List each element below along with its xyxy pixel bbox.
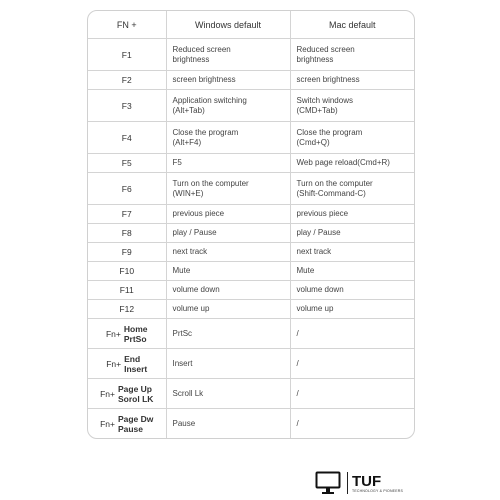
windows-text: Mute bbox=[172, 266, 191, 275]
windows-cell bbox=[166, 90, 290, 122]
fn-prefix: Fn+ bbox=[106, 358, 122, 369]
table-header-row bbox=[88, 11, 414, 39]
table-row bbox=[88, 300, 414, 319]
windows-text: brightness bbox=[172, 54, 210, 64]
windows-text: (WIN+E) bbox=[172, 188, 204, 198]
windows-text: F5 bbox=[172, 158, 182, 167]
windows-cell bbox=[166, 300, 290, 319]
table-row bbox=[88, 349, 414, 379]
fn-key-cell: F11 bbox=[88, 281, 166, 300]
windows-text: play / Pause bbox=[172, 228, 217, 237]
combo-key-line: Insert bbox=[124, 363, 148, 374]
mac-cell bbox=[290, 122, 414, 154]
logo-text bbox=[352, 474, 403, 493]
mac-text: Switch windows bbox=[296, 95, 353, 105]
mac-text: Mute bbox=[296, 266, 315, 275]
table-row bbox=[88, 71, 414, 90]
windows-cell: Scroll Lk bbox=[166, 379, 290, 409]
windows-text: (Alt+Tab) bbox=[172, 105, 205, 115]
mac-cell bbox=[290, 224, 414, 243]
windows-text: Turn on the computer bbox=[172, 178, 249, 188]
fn-key-cell: F5 bbox=[88, 154, 166, 173]
fn-key-cell: F10 bbox=[88, 262, 166, 281]
header-windows: Windows default bbox=[166, 11, 290, 39]
fn-combo bbox=[92, 384, 162, 404]
fn-key-cell: F6 bbox=[88, 173, 166, 205]
mac-text: Close the program bbox=[296, 127, 363, 137]
combo-key bbox=[118, 384, 153, 404]
fn-combo bbox=[92, 354, 162, 374]
mac-text: next track bbox=[296, 247, 332, 256]
fn-key-cell: F7 bbox=[88, 205, 166, 224]
windows-text: previous piece bbox=[172, 209, 225, 218]
mac-cell bbox=[290, 205, 414, 224]
mac-cell bbox=[290, 154, 414, 173]
windows-text: screen brightness bbox=[172, 75, 236, 84]
mac-text: Turn on the computer bbox=[296, 178, 373, 188]
table-row bbox=[88, 122, 414, 154]
fn-combo bbox=[92, 324, 162, 344]
mac-text: Reduced screen bbox=[296, 44, 355, 54]
combo-key-line: Page Up bbox=[117, 383, 152, 394]
mac-text: brightness bbox=[296, 54, 334, 64]
combo-key bbox=[118, 414, 153, 434]
windows-cell bbox=[166, 154, 290, 173]
fn-key-cell: F9 bbox=[88, 243, 166, 262]
fn-prefix: Fn+ bbox=[100, 418, 115, 429]
table-body bbox=[88, 39, 414, 439]
table-row bbox=[88, 39, 414, 71]
table-row bbox=[88, 154, 414, 173]
windows-cell: Insert bbox=[166, 349, 290, 379]
mac-cell: / bbox=[290, 379, 414, 409]
windows-cell bbox=[166, 243, 290, 262]
mac-text: (Shift-Command-C) bbox=[296, 188, 366, 198]
brand-logo bbox=[315, 470, 403, 496]
table-row bbox=[88, 90, 414, 122]
mac-cell bbox=[290, 243, 414, 262]
shortcut-table-container bbox=[87, 10, 415, 439]
mac-text: (CMD+Tab) bbox=[296, 105, 338, 115]
fn-key-cell: F12 bbox=[88, 300, 166, 319]
combo-key bbox=[124, 354, 147, 374]
mac-cell bbox=[290, 262, 414, 281]
mac-cell: / bbox=[290, 319, 414, 349]
mac-text: screen brightness bbox=[296, 75, 360, 84]
table-row bbox=[88, 243, 414, 262]
combo-key-line: PrtSo bbox=[123, 333, 147, 344]
fn-combo-cell bbox=[88, 409, 166, 439]
windows-cell bbox=[166, 262, 290, 281]
table-row bbox=[88, 319, 414, 349]
combo-key-line: Pause bbox=[117, 423, 144, 434]
combo-key-line: Page Dw bbox=[117, 413, 154, 424]
combo-key-line: Home bbox=[123, 323, 148, 334]
logo-subtitle: TECHNOLOGY & PIONEERS bbox=[352, 488, 404, 493]
windows-text: volume down bbox=[172, 285, 220, 294]
windows-text: Reduced screen bbox=[172, 44, 231, 54]
mac-text: (Cmd+Q) bbox=[296, 137, 330, 147]
fn-key-cell: F3 bbox=[88, 90, 166, 122]
fn-prefix: Fn+ bbox=[105, 328, 121, 339]
fn-combo bbox=[92, 414, 162, 434]
fn-key-cell: F8 bbox=[88, 224, 166, 243]
logo-title: TUF bbox=[352, 472, 382, 490]
windows-cell bbox=[166, 173, 290, 205]
fn-combo-cell bbox=[88, 349, 166, 379]
mac-cell bbox=[290, 90, 414, 122]
mac-cell bbox=[290, 300, 414, 319]
header-mac: Mac default bbox=[290, 11, 414, 39]
mac-cell bbox=[290, 173, 414, 205]
mac-cell bbox=[290, 71, 414, 90]
windows-text: volume up bbox=[172, 304, 210, 313]
table-row bbox=[88, 173, 414, 205]
combo-key-line: Sorol LK bbox=[117, 393, 154, 404]
mac-text: Web page reload(Cmd+R) bbox=[296, 158, 390, 167]
windows-text: Application switching bbox=[172, 95, 247, 105]
mac-text: play / Pause bbox=[296, 228, 341, 237]
mac-text: previous piece bbox=[296, 209, 349, 218]
windows-text: Close the program bbox=[172, 127, 239, 137]
windows-text: next track bbox=[172, 247, 208, 256]
fn-combo-cell bbox=[88, 319, 166, 349]
table-row bbox=[88, 281, 414, 300]
windows-text: (Alt+F4) bbox=[172, 137, 202, 147]
table-row bbox=[88, 224, 414, 243]
windows-cell bbox=[166, 224, 290, 243]
table-row bbox=[88, 379, 414, 409]
mac-cell bbox=[290, 281, 414, 300]
table-row bbox=[88, 262, 414, 281]
monitor-icon bbox=[315, 471, 341, 495]
table-row bbox=[88, 205, 414, 224]
fn-prefix: Fn+ bbox=[100, 388, 115, 399]
fn-combo-cell bbox=[88, 379, 166, 409]
shortcut-table bbox=[88, 11, 414, 438]
mac-text: volume up bbox=[296, 304, 334, 313]
fn-key-cell: F1 bbox=[88, 39, 166, 71]
table-row bbox=[88, 409, 414, 439]
windows-cell bbox=[166, 39, 290, 71]
mac-cell: / bbox=[290, 349, 414, 379]
windows-cell bbox=[166, 281, 290, 300]
windows-cell: PrtSc bbox=[166, 319, 290, 349]
windows-cell bbox=[166, 205, 290, 224]
combo-key bbox=[124, 324, 148, 344]
logo-divider bbox=[347, 472, 348, 494]
windows-cell: Pause bbox=[166, 409, 290, 439]
combo-key-line: End bbox=[124, 353, 141, 364]
header-fn: FN + bbox=[88, 11, 166, 39]
mac-cell bbox=[290, 39, 414, 71]
windows-cell bbox=[166, 122, 290, 154]
windows-cell bbox=[166, 71, 290, 90]
mac-text: volume down bbox=[296, 285, 344, 294]
fn-key-cell: F4 bbox=[88, 122, 166, 154]
mac-cell: / bbox=[290, 409, 414, 439]
fn-key-cell: F2 bbox=[88, 71, 166, 90]
